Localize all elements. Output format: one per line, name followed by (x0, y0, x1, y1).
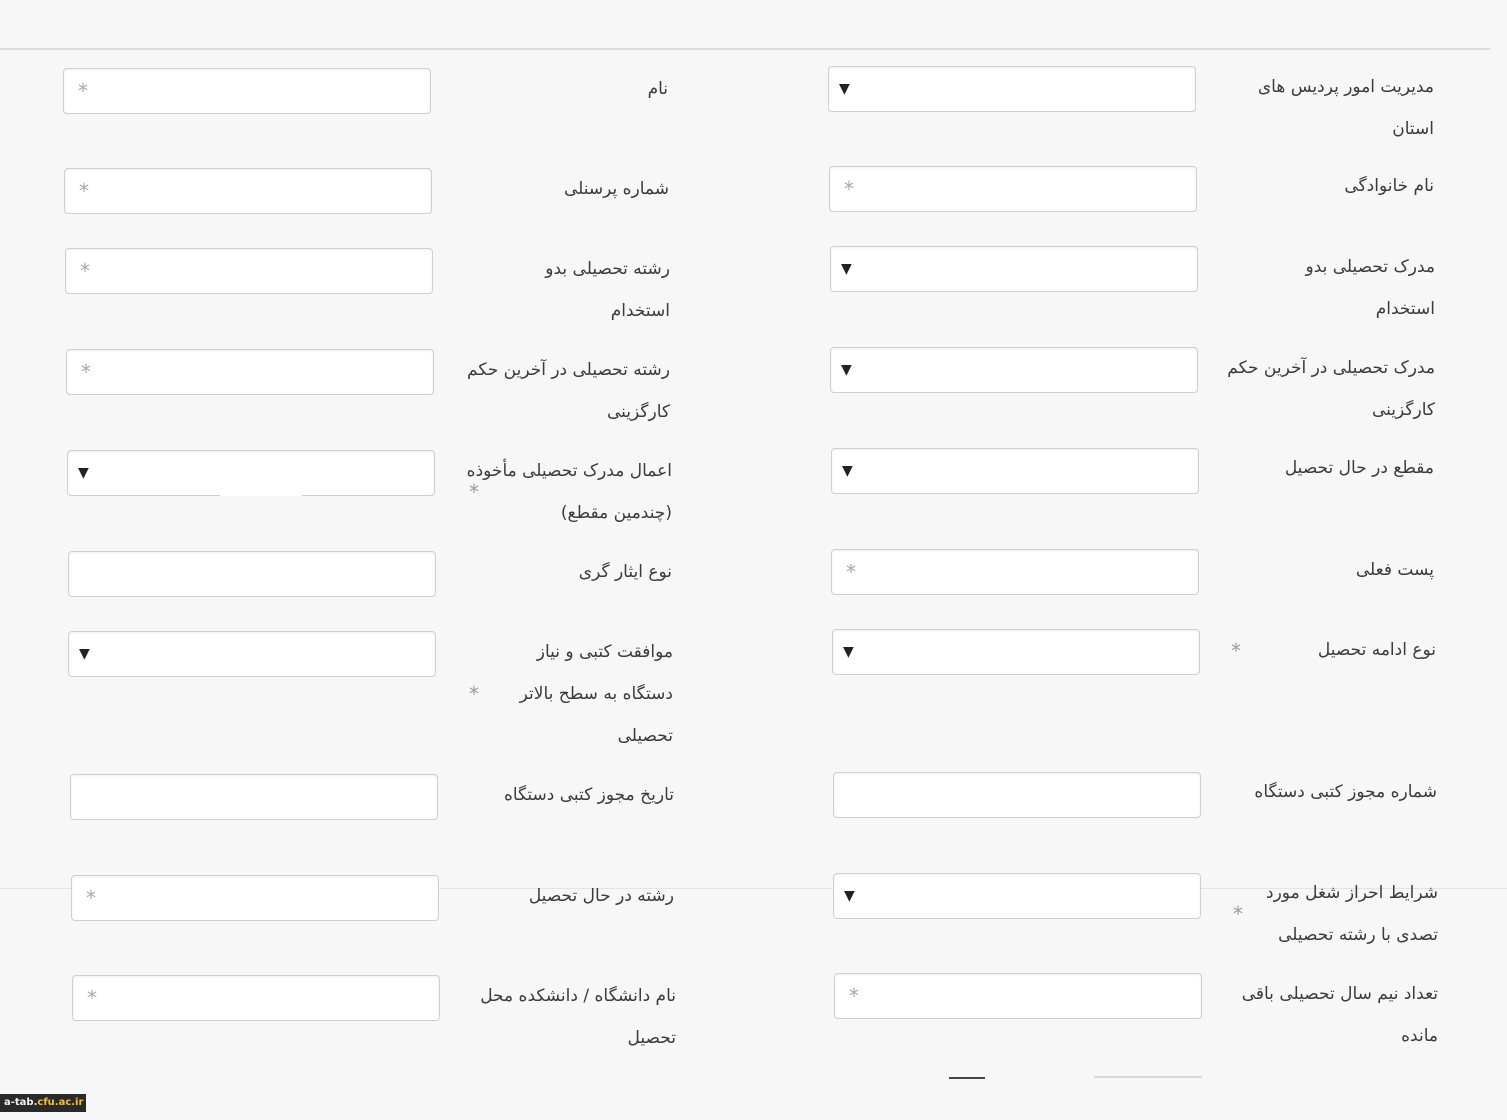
label-personnel-number: شماره پرسنلی (563, 179, 669, 199)
required-icon: * (469, 480, 479, 504)
watermark-domain: cfu.ac.ir (37, 1097, 84, 1108)
label-university-name: نام دانشگاه / دانشکده محل تحصیل (480, 986, 676, 1048)
input-current-field[interactable] (71, 875, 439, 921)
required-icon: * (78, 79, 88, 103)
select-degree-last-decree[interactable] (830, 347, 1198, 393)
required-icon: * (1233, 902, 1243, 926)
required-icon: * (1231, 639, 1241, 663)
select-continuation-type[interactable] (832, 629, 1200, 675)
label-written-consent: موافقت کتبی و نیاز دستگاه به سطح بالاتر تحصیلی (519, 642, 673, 746)
label-campus-management: مدیریت امور پردیس های استان (1257, 77, 1434, 139)
input-sacrifice-type[interactable] (68, 551, 436, 597)
required-icon: * (79, 179, 89, 203)
required-icon: * (81, 360, 91, 384)
watermark-prefix: a-tab. (4, 1097, 38, 1108)
top-divider (0, 48, 1490, 50)
required-icon: * (846, 560, 856, 584)
label-first-name: نام (647, 79, 668, 99)
input-permit-date[interactable] (70, 774, 438, 820)
chevron-down-icon: ▼ (842, 463, 853, 479)
scan-artifact (220, 492, 302, 496)
chevron-down-icon: ▼ (844, 888, 855, 904)
label-current-field: رشته در حال تحصیل (528, 886, 674, 906)
chevron-down-icon: ▼ (843, 644, 854, 660)
input-field-at-hiring[interactable] (65, 248, 433, 294)
label-field-at-hiring: رشته تحصیلی بدو استخدام (545, 259, 670, 321)
select-job-qualification[interactable] (833, 873, 1201, 919)
label-permit-number: شماره مجوز کتبی دستگاه (1254, 782, 1437, 802)
required-icon: * (86, 886, 96, 910)
select-degree-application[interactable] (67, 450, 435, 496)
select-campus-management[interactable] (828, 66, 1196, 112)
chevron-down-icon: ▼ (79, 646, 90, 662)
label-degree-at-hiring: مدرک تحصیلی بدو استخدام (1305, 257, 1435, 319)
required-icon: * (80, 259, 90, 283)
input-remaining-semesters[interactable] (834, 973, 1202, 1019)
label-current-position: پست فعلی (1355, 560, 1434, 580)
required-icon: * (469, 682, 479, 706)
label-remaining-semesters: تعداد نیم سال تحصیلی باقی مانده (1241, 984, 1438, 1046)
required-icon: * (87, 986, 97, 1010)
partial-element (949, 1077, 985, 1079)
label-continuation-type: نوع ادامه تحصیل (1317, 640, 1436, 660)
input-personnel-number[interactable] (64, 168, 432, 214)
input-last-name[interactable] (829, 166, 1197, 212)
label-degree-application: اعمال مدرک تحصیلی مأخوذه (چندمین مقطع) (466, 461, 672, 523)
input-first-name[interactable] (63, 68, 431, 114)
label-degree-last-decree: مدرک تحصیلی در آخرین حکم کارگزینی (1227, 358, 1435, 420)
label-permit-date: تاریخ مجوز کتبی دستگاه (503, 785, 674, 805)
input-permit-number[interactable] (833, 772, 1201, 818)
chevron-down-icon: ▼ (839, 81, 850, 97)
label-current-level: مقطع در حال تحصیل (1284, 458, 1434, 478)
chevron-down-icon: ▼ (841, 362, 852, 378)
required-icon: * (844, 177, 854, 201)
label-field-last-decree: رشته تحصیلی در آخرین حکم کارگزینی (467, 360, 670, 422)
select-current-level[interactable] (831, 448, 1199, 494)
label-sacrifice-type: نوع ایثار گری (578, 562, 672, 582)
label-last-name: نام خانوادگی (1344, 176, 1434, 196)
input-university-name[interactable] (72, 975, 440, 1021)
input-field-last-decree[interactable] (66, 349, 434, 395)
chevron-down-icon: ▼ (841, 261, 852, 277)
label-job-qualification: شرایط احراز شغل مورد تصدی با رشته تحصیلی (1266, 883, 1438, 945)
select-degree-at-hiring[interactable] (830, 246, 1198, 292)
partial-element (1094, 1076, 1202, 1078)
select-written-consent[interactable] (68, 631, 436, 677)
chevron-down-icon: ▼ (78, 465, 89, 481)
required-icon: * (849, 984, 859, 1008)
input-current-position[interactable] (831, 549, 1199, 595)
watermark (0, 1094, 86, 1112)
